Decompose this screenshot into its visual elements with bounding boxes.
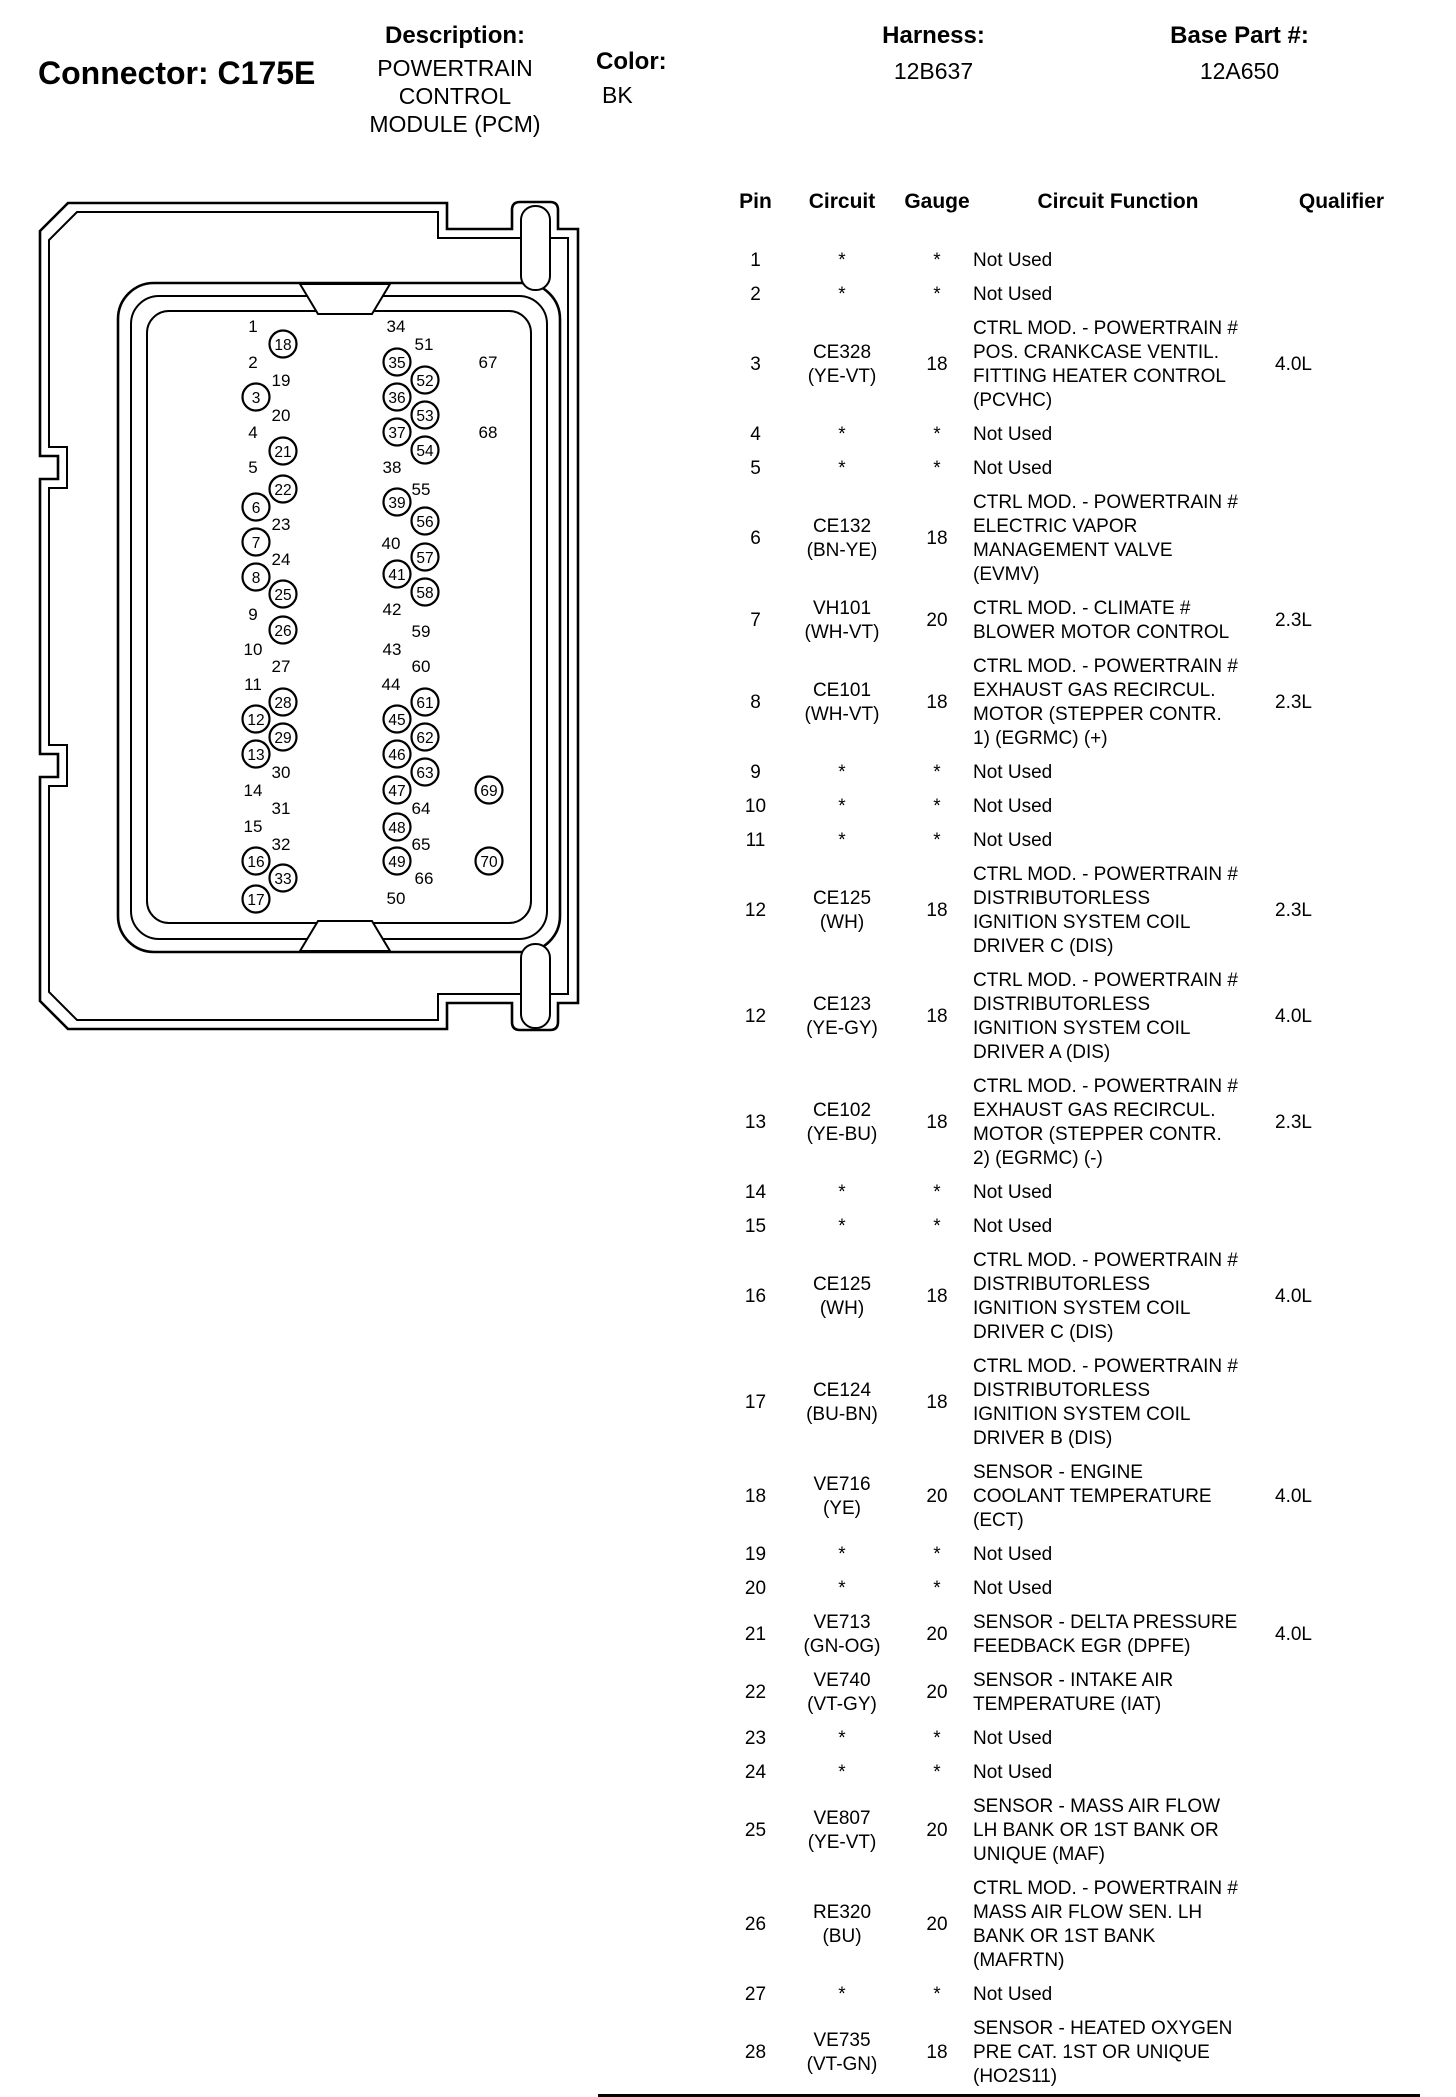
pin-49-label: 49: [388, 854, 406, 871]
circuit-code: CE132: [812, 516, 872, 537]
qualifier-cell: 2.3L: [1275, 900, 1312, 921]
function-cell: CTRL MOD. - POWERTRAIN # POS. CRANKCASE VENTIL. FITTING HEATER CONTROL (PCVHC): [973, 318, 1238, 411]
function-cell: Not Used: [973, 424, 1053, 445]
gauge-cell: *: [933, 284, 941, 305]
circuit-cell: [783, 2029, 901, 2077]
pin-47-label: 47: [388, 783, 406, 800]
function-cell: CTRL MOD. - POWERTRAIN # ELECTRIC VAPOR MANAGEMENT VALVE (EVMV): [973, 492, 1238, 585]
function-cell: SENSOR - MASS AIR FLOW LH BANK OR 1ST BANK OR UNIQUE (MAF): [973, 1796, 1221, 1865]
gauge-cell: 18: [926, 900, 948, 921]
pin-cell: 24: [744, 1762, 767, 1783]
pin-cell: 3: [750, 354, 761, 375]
pin-cell: 4: [750, 424, 761, 445]
col-header-qualifier: Qualifier: [1298, 190, 1385, 213]
col-header-function: Circuit Function: [1037, 190, 1199, 213]
pin-63-label: 63: [416, 765, 434, 782]
gauge-cell: 18: [926, 1112, 948, 1133]
gauge-cell: 18: [926, 1392, 948, 1413]
pin-18-label: 18: [274, 337, 292, 354]
gauge-cell: 20: [926, 1914, 948, 1935]
circuit-code: *: [838, 1984, 846, 2005]
circuit-cell: [783, 1543, 901, 1567]
table-row: [728, 312, 1420, 418]
circuit-code: CE328: [812, 342, 872, 363]
pin-35-label: 35: [388, 355, 406, 372]
pin-59-label: 59: [411, 622, 431, 641]
pin-57-label: 57: [416, 550, 434, 567]
circuit-code: *: [838, 1762, 846, 1783]
function-cell: Not Used: [973, 1984, 1053, 2005]
pin-2-label: 2: [248, 353, 258, 372]
circuit-color: (WH): [819, 1298, 865, 1319]
circuit-color: (BU-BN): [806, 1404, 878, 1425]
pin-cell: 9: [750, 762, 761, 783]
pin-70-label: 70: [480, 854, 498, 871]
pin-33-label: 33: [274, 871, 292, 888]
function-cell: Not Used: [973, 284, 1053, 305]
table-row: [728, 858, 1420, 964]
function-cell: CTRL MOD. - POWERTRAIN # EXHAUST GAS RECIRCUL. MOTOR (STEPPER CONTR. 1) (EGRMC) (+): [973, 656, 1238, 749]
pin-46-label: 46: [388, 747, 406, 764]
qualifier-cell: 4.0L: [1275, 1006, 1312, 1027]
gauge-cell: *: [933, 796, 941, 817]
pin-19-label: 19: [271, 371, 291, 390]
table-row: [728, 2012, 1420, 2094]
circuit-cell: [783, 283, 901, 307]
pin-cell: 5: [750, 458, 761, 479]
pin-51-label: 51: [414, 335, 434, 354]
circuit-cell: [783, 1761, 901, 1785]
pin-66-label: 66: [414, 869, 434, 888]
pin-45-label: 45: [388, 712, 406, 729]
circuit-cell: [783, 1669, 901, 1717]
circuit-code: *: [838, 284, 846, 305]
pin-cell: 28: [744, 2042, 767, 2063]
gauge-cell: *: [933, 1182, 941, 1203]
connector-diagram: [25, 190, 600, 1050]
table-row: [728, 1176, 1420, 1210]
pin-31-label: 31: [271, 799, 291, 818]
circuit-cell: [783, 795, 901, 819]
pin-cell: 12: [744, 900, 767, 921]
function-cell: Not Used: [973, 1182, 1053, 1203]
gauge-cell: *: [933, 762, 941, 783]
circuit-cell: [783, 993, 901, 1041]
pinout-table: [728, 190, 1420, 2097]
pin-37-label: 37: [388, 425, 406, 442]
circuit-code: CE124: [812, 1380, 872, 1401]
function-cell: Not Used: [973, 830, 1053, 851]
pin-56-label: 56: [416, 514, 434, 531]
table-row: [728, 244, 1420, 278]
qualifier-cell: 4.0L: [1275, 1486, 1312, 1507]
base-part-value: 12A650: [1199, 58, 1280, 84]
circuit-color: (YE): [823, 1498, 861, 1519]
pin-29-label: 29: [274, 730, 292, 747]
circuit-cell: [783, 1611, 901, 1659]
circuit-code: CE125: [812, 888, 872, 909]
harness-block: [856, 22, 1011, 85]
circuit-color: (YE-VT): [807, 366, 877, 387]
function-cell: CTRL MOD. - CLIMATE # BLOWER MOTOR CONTROL: [973, 598, 1230, 643]
pin-cell: 6: [750, 528, 761, 549]
circuit-color: (WH-VT): [804, 622, 880, 643]
pin-4-label: 4: [248, 423, 258, 442]
gauge-cell: 20: [926, 1486, 948, 1507]
pin-55-label: 55: [411, 480, 431, 499]
circuit-cell: [783, 1577, 901, 1601]
table-row: [728, 1244, 1420, 1350]
circuit-cell: [783, 249, 901, 273]
function-cell: CTRL MOD. - POWERTRAIN # DISTRIBUTORLESS IGNITION SYSTEM COIL DRIVER B (DIS): [973, 1356, 1238, 1449]
pin-64-label: 64: [411, 799, 431, 818]
top-right-slot: [521, 206, 550, 290]
pin-61-label: 61: [416, 695, 434, 712]
table-row: [728, 824, 1420, 858]
pin-cell: 27: [744, 1984, 767, 2005]
pin-67-label: 67: [478, 353, 498, 372]
gauge-cell: 20: [926, 610, 948, 631]
table-row: [728, 1070, 1420, 1176]
circuit-code: *: [838, 1544, 846, 1565]
table-row: [728, 1756, 1420, 1790]
pin-32-label: 32: [271, 835, 291, 854]
circuit-code: VE716: [813, 1474, 871, 1495]
pin-27-label: 27: [271, 657, 291, 676]
pinout-table-header: [728, 190, 1420, 214]
table-row: [728, 650, 1420, 756]
pin-62-label: 62: [416, 730, 434, 747]
circuit-code: CE125: [812, 1274, 872, 1295]
base-part-block: [1152, 22, 1327, 85]
description-value: POWERTRAIN CONTROL MODULE (PCM): [369, 55, 541, 137]
circuit-color: (GN-OG): [803, 1636, 881, 1657]
pin-68-label: 68: [478, 423, 498, 442]
pin-48-label: 48: [388, 820, 406, 837]
circuit-code: CE101: [812, 680, 872, 701]
pin-23-label: 23: [271, 515, 291, 534]
pin-43-label: 43: [382, 640, 402, 659]
circuit-color: (YE-VT): [807, 1832, 877, 1853]
function-cell: Not Used: [973, 1728, 1053, 1749]
pin-30-label: 30: [271, 763, 291, 782]
circuit-code: VE740: [813, 1670, 871, 1691]
pin-cell: 21: [744, 1624, 767, 1645]
circuit-color: (VT-GN): [806, 2054, 878, 2075]
circuit-cell: [783, 1099, 901, 1147]
connector-title: Connector: C175E: [38, 55, 316, 91]
function-cell: Not Used: [973, 250, 1053, 271]
pin-cell: 18: [744, 1486, 767, 1507]
circuit-cell: [783, 1473, 901, 1521]
pin-cell: 7: [750, 610, 761, 631]
col-header-pin: Pin: [739, 190, 772, 213]
circuit-cell: [783, 457, 901, 481]
qualifier-cell: 4.0L: [1275, 354, 1312, 375]
circuit-code: *: [838, 1728, 846, 1749]
circuit-color: (VT-GY): [807, 1694, 877, 1715]
pin-69-label: 69: [480, 783, 498, 800]
pin-cell: 16: [744, 1286, 767, 1307]
base-part-label: Base Part #:: [1170, 22, 1309, 49]
table-row: [728, 486, 1420, 592]
function-cell: SENSOR - DELTA PRESSURE FEEDBACK EGR (DPFE): [973, 1612, 1238, 1657]
function-cell: Not Used: [973, 1762, 1053, 1783]
circuit-cell: [783, 887, 901, 935]
table-row: [728, 1872, 1420, 1978]
table-row: [728, 418, 1420, 452]
pin-8-label: 8: [251, 570, 261, 587]
function-cell: Not Used: [973, 1544, 1053, 1565]
qualifier-cell: 4.0L: [1275, 1624, 1312, 1645]
pin-54-label: 54: [416, 443, 434, 460]
table-row: [728, 1538, 1420, 1572]
circuit-code: *: [838, 424, 846, 445]
harness-value: 12B637: [893, 58, 974, 84]
pin-52-label: 52: [416, 373, 434, 390]
pin-cell: 23: [744, 1728, 767, 1749]
table-row: [728, 452, 1420, 486]
circuit-cell: [783, 679, 901, 727]
pin-34-label: 34: [386, 317, 406, 336]
gauge-cell: *: [933, 1216, 941, 1237]
circuit-color: (BN-YE): [806, 540, 878, 561]
pin-15-label: 15: [243, 817, 263, 836]
pin-36-label: 36: [388, 390, 406, 407]
circuit-cell: [783, 341, 901, 389]
table-row: [728, 592, 1420, 650]
gauge-cell: 20: [926, 1624, 948, 1645]
pin-cell: 20: [744, 1578, 767, 1599]
circuit-code: VE807: [813, 1808, 871, 1829]
pin-9-label: 9: [248, 605, 258, 624]
circuit-color: (BU): [822, 1926, 862, 1947]
pin-26-label: 26: [274, 623, 292, 640]
description-label: Description:: [384, 22, 525, 49]
circuit-code: *: [838, 762, 846, 783]
pin-12-label: 12: [247, 712, 265, 729]
function-cell: Not Used: [973, 762, 1053, 783]
pin-14-label: 14: [243, 781, 263, 800]
pin-1-label: 1: [248, 317, 258, 336]
gauge-cell: *: [933, 1578, 941, 1599]
pin-13-label: 13: [247, 747, 265, 764]
function-cell: Not Used: [973, 796, 1053, 817]
circuit-cell: [783, 1983, 901, 2007]
table-row: [728, 1572, 1420, 1606]
pin-38-label: 38: [382, 458, 402, 477]
pin-7-label: 7: [251, 535, 261, 552]
gauge-cell: *: [933, 1544, 941, 1565]
circuit-cell: [783, 1273, 901, 1321]
table-row: [728, 790, 1420, 824]
circuit-cell: [783, 1215, 901, 1239]
function-cell: SENSOR - INTAKE AIR TEMPERATURE (IAT): [973, 1670, 1174, 1715]
pin-28-label: 28: [274, 695, 292, 712]
gauge-cell: 20: [926, 1682, 948, 1703]
pin-41-label: 41: [388, 567, 406, 584]
circuit-code: *: [838, 250, 846, 271]
function-cell: CTRL MOD. - POWERTRAIN # DISTRIBUTORLESS IGNITION SYSTEM COIL DRIVER A (DIS): [973, 970, 1238, 1063]
function-cell: Not Used: [973, 1578, 1053, 1599]
gauge-cell: *: [933, 1762, 941, 1783]
circuit-code: VE735: [813, 2030, 871, 2051]
function-cell: Not Used: [973, 458, 1053, 479]
pin-16-label: 16: [247, 854, 265, 871]
table-row: [728, 756, 1420, 790]
gauge-cell: 18: [926, 528, 948, 549]
gauge-cell: 18: [926, 1006, 948, 1027]
pin-cell: 25: [744, 1820, 767, 1841]
circuit-code: CE102: [812, 1100, 872, 1121]
circuit-cell: [783, 515, 901, 563]
pin-50-label: 50: [386, 889, 406, 908]
pin-cell: 8: [750, 692, 761, 713]
pin-17-label: 17: [247, 892, 265, 909]
pin-20-label: 20: [271, 406, 291, 425]
gauge-cell: *: [933, 250, 941, 271]
pin-cell: 19: [744, 1544, 767, 1565]
table-row: [728, 1606, 1420, 1664]
circuit-cell: [783, 597, 901, 645]
gauge-cell: 18: [926, 1286, 948, 1307]
qualifier-cell: 2.3L: [1275, 610, 1312, 631]
pin-cell: 12: [744, 1006, 767, 1027]
table-row: [728, 1722, 1420, 1756]
pin-cell: 17: [744, 1392, 767, 1413]
qualifier-cell: 4.0L: [1275, 1286, 1312, 1307]
table-row: [728, 1664, 1420, 1722]
gauge-cell: *: [933, 1984, 941, 2005]
col-header-gauge: Gauge: [904, 190, 970, 213]
col-header-circuit: Circuit: [808, 190, 876, 213]
harness-label: Harness:: [882, 22, 985, 49]
qualifier-cell: 2.3L: [1275, 1112, 1312, 1133]
pinout-rows: [728, 244, 1420, 2094]
pin-cell: 1: [750, 250, 761, 271]
gauge-cell: *: [933, 424, 941, 445]
function-cell: CTRL MOD. - POWERTRAIN # DISTRIBUTORLESS IGNITION SYSTEM COIL DRIVER C (DIS): [973, 864, 1238, 957]
function-cell: CTRL MOD. - POWERTRAIN # DISTRIBUTORLESS IGNITION SYSTEM COIL DRIVER C (DIS): [973, 1250, 1238, 1343]
table-row: [728, 1790, 1420, 1872]
gauge-cell: 18: [926, 354, 948, 375]
function-cell: CTRL MOD. - POWERTRAIN # MASS AIR FLOW SEN. LH BANK OR 1ST BANK (MAFRTN): [973, 1878, 1238, 1971]
pin-42-label: 42: [382, 600, 402, 619]
bottom-right-slot: [521, 944, 550, 1028]
gauge-cell: 18: [926, 2042, 948, 2063]
circuit-code: *: [838, 830, 846, 851]
pin-40-label: 40: [381, 534, 401, 553]
pin-11-label: 11: [244, 675, 262, 694]
pin-39-label: 39: [388, 495, 406, 512]
circuit-color: (WH-VT): [804, 704, 880, 725]
pin-cell: 10: [744, 796, 767, 817]
pin-25-label: 25: [274, 587, 292, 604]
function-cell: SENSOR - HEATED OXYGEN PRE CAT. 1ST OR UNIQUE (HO2S11): [973, 2018, 1233, 2087]
gauge-cell: 20: [926, 1820, 948, 1841]
pin-cell: 22: [744, 1682, 767, 1703]
pin-44-label: 44: [381, 675, 401, 694]
color-value: BK: [602, 82, 633, 108]
function-cell: Not Used: [973, 1216, 1053, 1237]
pin-21-label: 21: [274, 444, 292, 461]
circuit-color: (WH): [819, 912, 865, 933]
description-block: [348, 22, 562, 138]
circuit-code: *: [838, 1578, 846, 1599]
table-row: [728, 1350, 1420, 1456]
pin-24-label: 24: [271, 550, 291, 569]
circuit-code: VH101: [812, 598, 872, 619]
gauge-cell: 18: [926, 692, 948, 713]
pin-cell: 14: [744, 1182, 767, 1203]
pin-cell: 2: [750, 284, 761, 305]
circuit-cell: [783, 829, 901, 853]
table-row: [728, 964, 1420, 1070]
function-cell: CTRL MOD. - POWERTRAIN # EXHAUST GAS RECIRCUL. MOTOR (STEPPER CONTR. 2) (EGRMC) (-): [973, 1076, 1238, 1169]
table-row: [728, 1210, 1420, 1244]
pin-cell: 13: [744, 1112, 767, 1133]
pin-cell: 15: [744, 1216, 767, 1237]
qualifier-cell: 2.3L: [1275, 692, 1312, 713]
gauge-cell: *: [933, 1728, 941, 1749]
circuit-code: *: [838, 1216, 846, 1237]
pin-5-label: 5: [248, 458, 258, 477]
circuit-cell: [783, 1807, 901, 1855]
table-row: [728, 1456, 1420, 1538]
circuit-cell: [783, 1181, 901, 1205]
table-row: [728, 278, 1420, 312]
pin-cell: 26: [744, 1914, 767, 1935]
color-label: Color:: [596, 48, 667, 75]
pin-22-label: 22: [274, 482, 292, 499]
circuit-cell: [783, 1901, 901, 1949]
pin-3-label: 3: [251, 390, 261, 407]
circuit-code: RE320: [812, 1902, 872, 1923]
circuit-code: *: [838, 458, 846, 479]
circuit-cell: [783, 1379, 901, 1427]
circuit-color: (YE-BU): [806, 1124, 878, 1145]
circuit-cell: [783, 761, 901, 785]
pin-53-label: 53: [416, 408, 434, 425]
pin-cell: 11: [745, 830, 766, 851]
pin-58-label: 58: [416, 585, 434, 602]
circuit-code: CE123: [812, 994, 872, 1015]
color-block: [596, 48, 667, 109]
circuit-cell: [783, 1727, 901, 1751]
gauge-cell: *: [933, 458, 941, 479]
table-row: [728, 1978, 1420, 2012]
circuit-code: *: [838, 1182, 846, 1203]
circuit-cell: [783, 423, 901, 447]
pin-60-label: 60: [411, 657, 431, 676]
function-cell: SENSOR - ENGINE COOLANT TEMPERATURE (ECT): [973, 1462, 1212, 1531]
gauge-cell: *: [933, 830, 941, 851]
pin-6-label: 6: [251, 500, 261, 517]
circuit-code: *: [838, 796, 846, 817]
circuit-color: (YE-GY): [806, 1018, 878, 1039]
pin-10-label: 10: [243, 640, 263, 659]
circuit-code: VE713: [813, 1612, 871, 1633]
pin-65-label: 65: [411, 835, 431, 854]
